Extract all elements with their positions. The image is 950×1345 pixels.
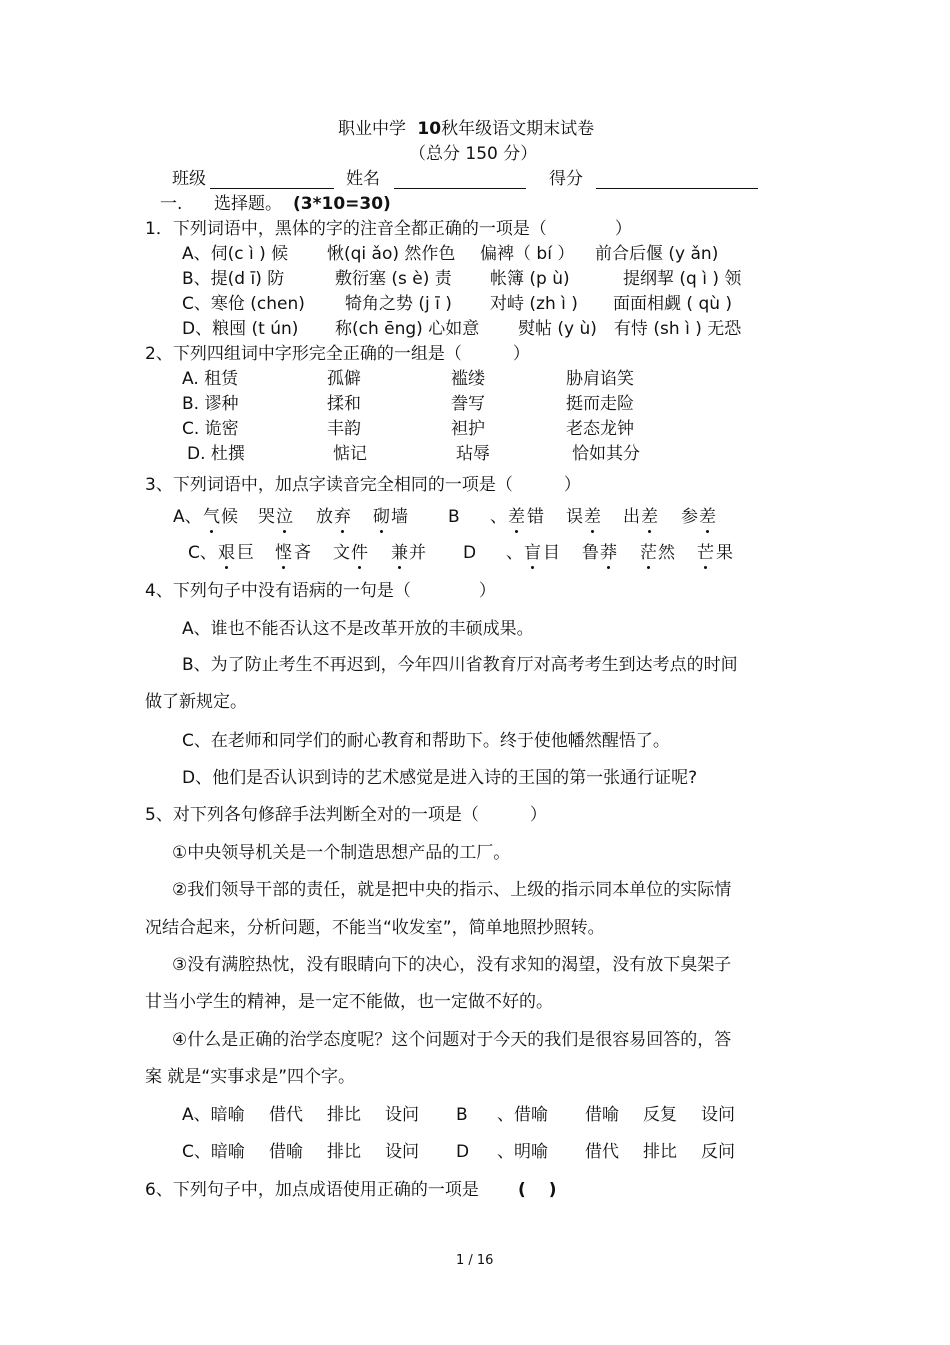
word-char: 文 — [333, 543, 350, 563]
option-letter: D — [456, 1142, 470, 1162]
dotted-char: 差 — [699, 507, 716, 527]
option-text: D、粮囤 (t ún) — [182, 319, 299, 339]
exam-subtitle: （总分 150 分） — [409, 144, 538, 164]
dotted-char: 差 — [584, 507, 601, 527]
option-text: 誊写 — [451, 394, 485, 414]
word-char: 墙 — [391, 507, 408, 527]
word-char: 参 — [681, 507, 698, 527]
option-text: 有恃 (sh ì ) 无恐 — [614, 319, 742, 339]
dotted-char: 莽 — [600, 543, 617, 563]
option-letter: B — [448, 507, 460, 527]
option-text: 挺而走险 — [566, 394, 634, 414]
dotted-char: 气 — [203, 507, 220, 527]
word-char: 出 — [623, 507, 640, 527]
name-label: 姓名 — [346, 169, 380, 189]
option-text: 借代 — [585, 1142, 619, 1162]
option-text: 熨帖 (y ù) — [518, 319, 597, 339]
dotted-char: 差 — [641, 507, 658, 527]
word-char: 误 — [566, 507, 583, 527]
option-text: C、暗喻 — [182, 1142, 245, 1162]
option-text: C、寒伧 (chen) — [182, 294, 305, 314]
title-suffix: 秋年级语文期末试卷 — [441, 119, 595, 139]
option-text: 借喻 — [269, 1142, 303, 1162]
option-text: 排比 — [327, 1142, 361, 1162]
option-text: 反复 — [643, 1105, 677, 1125]
sentence-3-cont: 甘当小学生的精神，是一定不能做，也一定做不好的。 — [145, 992, 553, 1012]
section-number: 一. — [160, 194, 183, 214]
option-text: B、提(d ī) 防 — [182, 269, 285, 289]
option-text: 敷衍塞 (s è) 责 — [335, 269, 452, 289]
title-prefix: 职业中学 — [338, 119, 406, 139]
question-3-stem: 3、下列词语中，加点字读音完全相同的一项是（ ） — [145, 475, 581, 495]
option-text: 惦记 — [333, 444, 367, 464]
dotted-char: 件 — [351, 543, 368, 563]
page-number: 1 / 16 — [456, 1253, 494, 1268]
class-label: 班级 — [172, 169, 206, 189]
option-text: A、暗喻 — [182, 1105, 245, 1125]
word-char: 放 — [316, 507, 333, 527]
question-4-stem: 4、下列句子中没有语病的一句是（ ） — [145, 581, 496, 601]
option-text: 老态龙钟 — [566, 419, 634, 439]
name-field[interactable] — [394, 188, 526, 189]
word-char: 目 — [543, 543, 560, 563]
option-text: 称(ch ēng) 心如意 — [335, 319, 480, 339]
word-char: 错 — [527, 507, 544, 527]
option-text: D. 杜撰 — [187, 444, 245, 464]
option-letter: B — [456, 1105, 468, 1125]
option-text: 借喻 — [585, 1105, 619, 1125]
question-5-stem: 5、对下列各句修辞手法判断全对的一项是（ ） — [145, 805, 547, 825]
option-text: 胁肩谄笑 — [566, 369, 634, 389]
title-number: 10 — [417, 119, 442, 139]
option-text: 偏裨（ bí ） — [480, 244, 575, 264]
option-text: A、伺(c ì ) 候 — [182, 244, 289, 264]
section-points: (3*10=30) — [293, 194, 391, 214]
option-text: A. 租赁 — [182, 369, 239, 389]
option-text: 反问 — [701, 1142, 735, 1162]
section-label: 选择题。 — [214, 194, 282, 214]
sentence-3: ③没有满腔热忱，没有眼睛向下的决心，没有求知的渴望，没有放下臭架子 — [172, 955, 732, 975]
word-char: 果 — [716, 543, 733, 563]
option-text: 排比 — [643, 1142, 677, 1162]
dotted-char: 悭 — [275, 543, 292, 563]
option-text: 设问 — [701, 1105, 735, 1125]
dotted-char: 弃 — [334, 507, 351, 527]
option-sep: 、 — [490, 507, 507, 527]
option-text: 前合后偃 (y ǎn) — [595, 244, 719, 264]
word-char: 吝 — [294, 543, 311, 563]
option-text: 孤僻 — [327, 369, 361, 389]
question-4-option-c[interactable]: C、在老师和同学们的耐心教育和帮助下。终于使他幡然醒悟了。 — [182, 731, 670, 751]
option-text: 玷辱 — [456, 444, 490, 464]
dotted-char: 盲 — [524, 543, 541, 563]
option-letter: D — [463, 543, 477, 563]
option-text: 袒护 — [451, 419, 485, 439]
question-4-option-a[interactable]: A、谁也不能否认这不是改革开放的丰硕成果。 — [182, 619, 534, 639]
sentence-2-cont: 况结合起来，分析问题，不能当“收发室”，简单地照抄照转。 — [145, 918, 605, 938]
option-text: 设问 — [385, 1142, 419, 1162]
option-text: 借代 — [269, 1105, 303, 1125]
dotted-char: 芒 — [697, 543, 714, 563]
sentence-1: ①中央领导机关是一个制造思想产品的工厂。 — [172, 843, 511, 863]
word-char: 哭 — [258, 507, 275, 527]
question-4-option-b[interactable]: B、为了防止考生不再迟到，今年四川省教育厅对高考考生到达考点的时间 — [182, 655, 738, 675]
sentence-4-cont: 案 就是“实事求是”四个字。 — [145, 1067, 356, 1087]
question-1-stem: 1．下列词语中，黑体的字的注音全都正确的一项是（ ） — [145, 219, 632, 239]
option-text: 丰韵 — [327, 419, 361, 439]
exam-title — [338, 121, 594, 138]
dotted-char: 茫 — [640, 543, 657, 563]
option-text: 褴缕 — [451, 369, 485, 389]
option-text: 提纲挈 (q ì ) 领 — [623, 269, 742, 289]
dotted-char: 差 — [508, 507, 525, 527]
question-4-option-d[interactable]: D、他们是否认识到诗的艺术感觉是进入诗的王国的第一张通行证呢? — [182, 768, 698, 788]
option-text: 对峙 (zh ì ) — [490, 294, 578, 314]
option-letter: C、 — [188, 543, 217, 563]
option-text: C. 诡密 — [182, 419, 239, 439]
option-text: 恰如其分 — [572, 444, 640, 464]
option-text: 排比 — [327, 1105, 361, 1125]
question-2-stem: 2、下列四组词中字形完全正确的一组是（ ） — [145, 344, 530, 364]
score-label: 得分 — [549, 169, 583, 189]
option-text: 犄角之势 (j ī ) — [345, 294, 452, 314]
class-field[interactable] — [210, 188, 334, 189]
sentence-2: ②我们领导干部的责任，就是把中央的指示、上级的指示同本单位的实际情 — [172, 880, 732, 900]
option-text: 帐簿 (p ù) — [490, 269, 570, 289]
sentence-4: ④什么是正确的治学态度呢？这个问题对于今天的我们是很容易回答的，答 — [172, 1030, 732, 1050]
word-char: 鲁 — [582, 543, 599, 563]
option-text: 、借喻 — [497, 1105, 548, 1125]
question-6-answer-paren[interactable]: ( ) — [518, 1180, 557, 1200]
option-text: 、明喻 — [497, 1142, 548, 1162]
option-sep: 、 — [506, 543, 523, 563]
word-char: 候 — [221, 507, 238, 527]
option-text: 面面相觑 ( qù ) — [613, 294, 733, 314]
option-letter: A、 — [173, 507, 202, 527]
question-6-stem: 6、下列句子中，加点成语使用正确的一项是 — [145, 1180, 479, 1200]
word-char: 并 — [409, 543, 426, 563]
option-text: B. 谬种 — [182, 394, 239, 414]
dotted-char: 兼 — [391, 543, 408, 563]
dotted-char: 泣 — [276, 507, 293, 527]
option-text: 愀(qi ǎo) 然作色 — [327, 244, 456, 264]
word-char: 巨 — [237, 543, 254, 563]
option-text: 设问 — [385, 1105, 419, 1125]
word-char: 然 — [658, 543, 675, 563]
option-text: 揉和 — [327, 394, 361, 414]
score-field[interactable] — [596, 188, 758, 189]
dotted-char: 砌 — [373, 507, 390, 527]
dotted-char: 艰 — [218, 543, 235, 563]
question-4-option-b-cont: 做了新规定。 — [145, 692, 247, 712]
